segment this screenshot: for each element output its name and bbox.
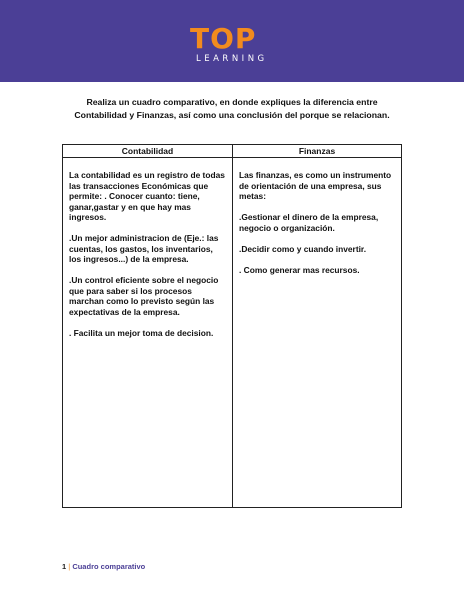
column-body-finanzas	[233, 158, 401, 275]
column-header-contabilidad: Contabilidad	[63, 145, 232, 158]
contabilidad-paragraph: . Facilita un mejor toma de decision.	[69, 327, 214, 338]
column-finanzas	[233, 145, 401, 507]
contabilidad-paragraph: La contabilidad es un registro de todas las transacciones Económicas que permite: . Conocer cuanto: tiene, ganar,gastar y en que hay mas ingresos.	[69, 170, 225, 222]
instructions-line-2: Contabilidad y Finanzas, así como una conclusión del porque se relacionan.	[74, 110, 390, 120]
column-contabilidad	[63, 145, 233, 507]
finanzas-paragraph: .Gestionar el dinero de la empresa, negocio o organización.	[239, 212, 379, 233]
top-learning-logo	[190, 24, 274, 68]
footer-title: Cuadro comparativo	[72, 562, 146, 571]
assignment-instructions	[60, 96, 404, 122]
page-number: 1	[62, 562, 67, 571]
comparison-table	[62, 144, 402, 508]
finanzas-paragraph: .Decidir como y cuando invertir.	[239, 243, 367, 254]
contabilidad-paragraph: .Un control eficiente sobre el negocio que para saber si los procesos marchan como lo previsto según las expectativas de la empresa.	[69, 275, 219, 317]
column-header-finanzas: Finanzas	[233, 145, 401, 158]
instructions-line-1: Realiza un cuadro comparativo, en donde expliques la diferencia entre	[86, 97, 378, 107]
footer-separator: |	[68, 562, 71, 571]
logo-wordmark: TOP	[190, 22, 257, 55]
column-body-contabilidad	[63, 158, 232, 338]
contabilidad-paragraph: .Un mejor administracion de (Eje.: las cuentas, los gastos, los inventarios, los ingresos...) de la empresa.	[69, 233, 219, 264]
page-footer	[62, 562, 145, 571]
logo-subtitle: LEARNING	[196, 54, 268, 64]
finanzas-paragraph: Las finanzas, es como un instrumento de orientación de una empresa, sus metas:	[239, 170, 392, 201]
finanzas-paragraph: . Como generar mas recursos.	[239, 264, 360, 275]
header-banner	[0, 0, 464, 82]
